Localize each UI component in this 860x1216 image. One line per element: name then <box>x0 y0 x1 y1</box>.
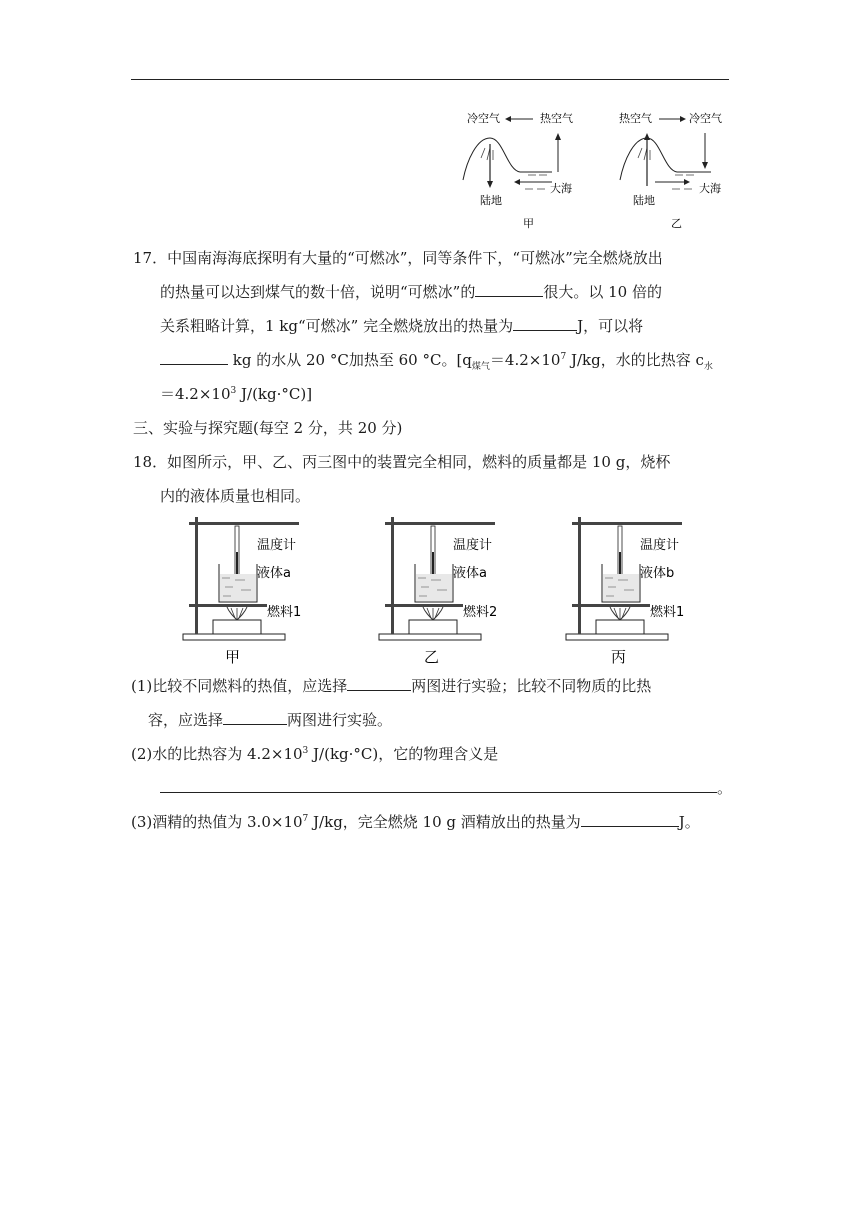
yi-fuel-label: 燃料2 <box>463 605 498 620</box>
jia-sea-label: 大海 <box>550 182 572 195</box>
q17-line-5: $=4.2\times 10^3$ J/(kg·°C)] <box>160 385 313 403</box>
q18-sub1-line-2: 容，应选择 两图进行实验。 <box>148 711 393 729</box>
q18-sub2-line-1: (2)水的比热容为 $4.2\times 10^3$ J/(kg·°C)，它的物理含义是 <box>131 745 499 763</box>
yi-cold-air-label: 冷空气 <box>689 112 722 125</box>
q17-line-3: 关系粗略计算，1 kg“可燃冰” 完全燃烧放出的热量为 J，可以将 <box>160 317 644 335</box>
section-3-heading: 三、实验与探究题(每空 2 分，共 20 分) <box>133 419 403 437</box>
q17-blank-1[interactable] <box>475 282 543 297</box>
yi-sea-label: 大海 <box>699 182 721 195</box>
q18-sub1-line-1: (1)比较不同燃料的热值，应选择 两图进行实验；比较不同物质的比热 <box>131 677 652 695</box>
apparatus-jia <box>183 517 301 666</box>
jia-hot-air-label: 热空气 <box>540 112 573 125</box>
jia-thermometer-label: 温度计 <box>257 538 297 553</box>
q17-blank-2[interactable] <box>513 316 577 331</box>
yi-caption: 乙 <box>671 217 682 230</box>
q17-line-1: 17．中国南海海底探明有大量的“可燃冰”，同等条件下，“可燃冰”完全燃烧放出 <box>133 249 663 267</box>
jia-liquid-label: 液体a <box>257 566 291 581</box>
bing-fuel-label: 燃料1 <box>650 605 685 620</box>
yi-apparatus-caption: 乙 <box>424 648 440 666</box>
q17-line-4: kg 的水从 20 °C加热至 60 °C。[$q_{煤气}=4.2\times 10^7$ J/kg，水的比热容 $c_水$ <box>160 350 713 370</box>
sea-breeze-figure <box>455 100 745 235</box>
bing-liquid-label: 液体b <box>640 566 675 581</box>
jia-fuel-label: 燃料1 <box>267 605 302 620</box>
yi-land-outline <box>620 138 711 180</box>
figure-yi <box>619 111 722 230</box>
q18-sub2-answer-blank[interactable] <box>160 778 717 793</box>
jia-apparatus-caption: 甲 <box>225 648 241 666</box>
q18-sub2-line-2: 。 <box>160 778 732 798</box>
q18-sub1-blank-2[interactable] <box>223 710 287 725</box>
q18-line-2: 内的液体质量也相同。 <box>160 487 311 505</box>
q17-number: 17． <box>133 249 168 267</box>
bing-apparatus-caption: 丙 <box>611 648 627 666</box>
jia-caption: 甲 <box>523 217 534 230</box>
yi-land-label: 陆地 <box>633 194 655 207</box>
q18-sub3-line: (3)酒精的热值为 $3.0\times 10^7$ J/kg，完全燃烧 10 g 酒精放出的热量为 J。 <box>131 813 700 831</box>
apparatus-bing <box>566 517 684 666</box>
yi-liquid-label: 液体a <box>453 566 487 581</box>
yi-thermometer-label: 温度计 <box>453 538 493 553</box>
q18-number: 18． <box>133 453 168 471</box>
jia-cold-air-label: 冷空气 <box>467 112 500 125</box>
q17-line-2: 的热量可以达到煤气的数十倍，说明“可燃冰”的 很大。以 10 倍的 <box>160 283 662 301</box>
bing-thermometer-label: 温度计 <box>640 538 680 553</box>
q18-sub3-blank[interactable] <box>581 812 679 827</box>
apparatus-yi <box>379 517 497 666</box>
jia-land-label: 陆地 <box>480 194 502 207</box>
apparatus-figure <box>175 512 695 670</box>
yi-hot-air-label: 热空气 <box>619 112 652 125</box>
jia-land-outline <box>463 138 552 180</box>
q18-line-1: 18．如图所示，甲、乙、丙三图中的装置完全相同，燃料的质量都是 10 g，烧杯 <box>133 453 671 471</box>
q18-sub1-blank-1[interactable] <box>347 676 411 691</box>
header-rule <box>131 79 729 80</box>
figure-jia <box>463 111 573 230</box>
q17-blank-3[interactable] <box>160 350 228 365</box>
